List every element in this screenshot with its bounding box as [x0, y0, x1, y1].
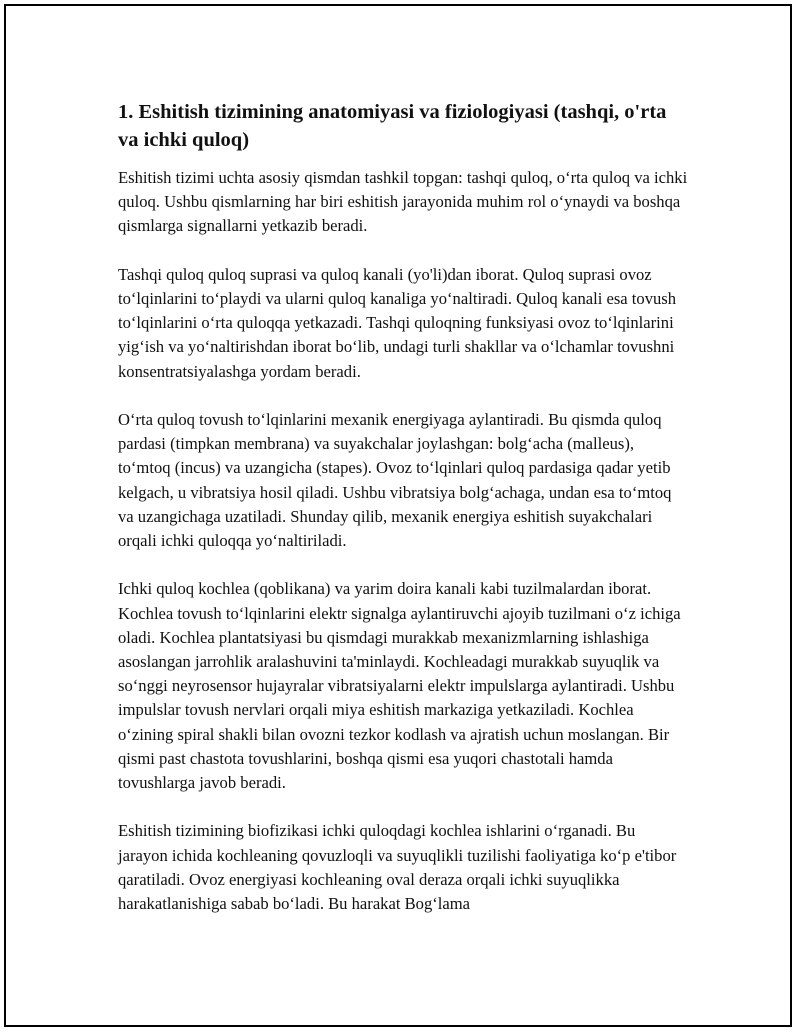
paragraph-inner-ear: Ichki quloq kochlea (qoblikana) va yarim doira kanali kabi tuzilmalardan iborat. Kochlea tovush to‘lqinlarini elektr signalga aylantiruvchi ajoyib tuzilmani o‘z ichiga oladi. Kochlea plantatsiyasi bu qismdagi murakkab mexanizmlarning ishlashiga asoslangan jarrohlik aralashuvini ta'minlaydi. Kochleadagi murakkab suyuqlik va so‘nggi neyrosensor hujayralar vibratsiyalarni elektr impulslarga aylantiradi. Ushbu impulslar tovush nervlari orqali miya eshitish markaziga yetkaziladi. Kochlea o‘zining spiral shakli bilan ovozni tezkor kodlash va ajratish uchun moslangan. Bir qismi past chastota tovushlarini, boshqa qismi esa yuqori chastotali hamda tovushlarga javob beradi.: [118, 579, 681, 793]
paragraph-intro: Eshitish tizimi uchta asosiy qismdan tashkil topgan: tashqi quloq, o‘rta quloq va ichki quloq. Ushbu qismlarning har biri eshitish jarayonida muhim rol o‘ynaydi va boshqa qismlarga signallarni yetkazib beradi.: [118, 168, 688, 236]
document-page: [4, 4, 792, 1027]
paragraph-middle-ear: O‘rta quloq tovush to‘lqinlarini mexanik energiyaga aylantiradi. Bu qismda quloq pardasi (timpkan membrana) va suyakchalar joylashgan: bolg‘acha (malleus), to‘mtoq (incus) va uzangicha (stapes). Ovoz to‘lqinlari quloq pardasiga qadar yetib kelgach, u vibratsiya hosil qiladi. Ushbu vibratsiya bolg‘achaga, undan esa to‘mtoq va uzangichaga uzatiladi. Shunday qilib, mexanik energiya eshitish suyakchalari orqali ichki quloqqa yo‘naltiriladi.: [118, 410, 672, 551]
section-heading: 1. Eshitish tizimining anatomiyasi va fiziologiyasi (tashqi, o'rta va ichki quloq): [118, 101, 667, 151]
paragraph-outer-ear: Tashqi quloq quloq suprasi va quloq kanali (yo'li)dan iborat. Quloq suprasi ovoz to‘lqinlarini to‘playdi va ularni quloq kanaliga yo‘naltiradi. Quloq kanali esa tovush to‘lqinlarini o‘rta quloqqa yetkazadi. Tashqi quloqning funksiyasi ovoz to‘lqinlarini yig‘ish va yo‘naltirishdan iborat bo‘lib, undagi turli shakllar va o‘lchamlar tovushni konsentratsiyalashga yordam beradi.: [118, 264, 677, 381]
document-content: [118, 98, 688, 916]
paragraph-biophysics: Eshitish tizimining biofizikasi ichki quloqdagi kochlea ishlarini o‘rganadi. Bu jarayon ichida kochleaning qovuzloqli va suyuqlikli tuzilishi faoliyatiga ko‘p e'tibor qaratiladi. Ovoz energiyasi kochleaning oval deraza orqali ichki suyuqlikka harakatlanishiga sabab bo‘ladi. Bu harakat Bog‘lama: [118, 821, 677, 914]
